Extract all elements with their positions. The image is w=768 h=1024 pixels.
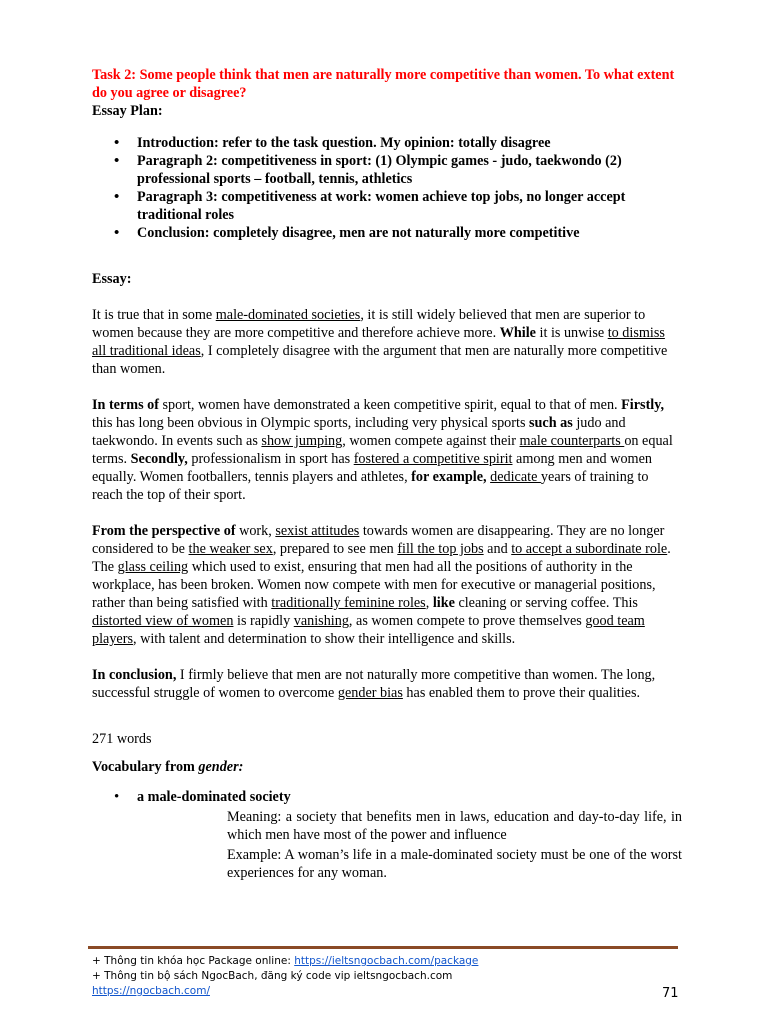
text: among men and women equally. Women footballers, tennis players and athletes,	[92, 451, 652, 485]
plan-item: • Paragraph 3: competitiveness at work: women achieve top jobs, no longer accept traditional roles	[92, 188, 682, 224]
vocab-phrase: vanishing	[293, 613, 349, 629]
vocab-topic: gender:	[198, 759, 244, 775]
text: , it is still widely believed that men are superior to women because they are more competitive and therefore achieve more.	[92, 307, 646, 341]
text: , as women compete to prove themselves	[348, 613, 586, 629]
essay-paragraph-sport	[92, 396, 682, 504]
text: towards women are disappearing. They are no longer considered to be	[92, 523, 665, 557]
linker: such as	[529, 415, 573, 431]
text: , women compete against their	[342, 433, 520, 449]
vocab-phrase: to dismiss all traditional ideas	[92, 325, 665, 359]
essay-paragraph-conclusion	[92, 666, 682, 702]
linker: In conclusion,	[92, 667, 177, 683]
text: It is true that in some	[92, 307, 216, 323]
vocab-phrase: glass ceiling	[117, 559, 189, 575]
vocab-phrase: distorted view of women	[92, 613, 234, 629]
vocab-meaning: Meaning: a society that benefits men in laws, education and day-to-day life, in which men have most of the power and influence	[227, 809, 682, 843]
text: cleaning or serving coffee. This	[454, 595, 638, 611]
text: ,	[425, 595, 433, 611]
plan-item: • Conclusion: completely disagree, men are not naturally more competitive	[92, 224, 682, 242]
vocab-phrase: good team players	[92, 613, 645, 647]
vocab-list	[92, 788, 682, 882]
vocab-phrase: male counterparts	[519, 433, 625, 449]
vocab-phrase: dedicate	[490, 469, 541, 485]
package-link[interactable]: https://ieltsngocbach.com/package	[294, 955, 479, 967]
footer-line-books: + Thông tin bộ sách NgocBach, đăng ký code vip ieltsngocbach.com	[92, 970, 453, 982]
footer-line-site	[92, 984, 682, 999]
page-footer	[92, 954, 682, 999]
vocab-phrase: the weaker sex	[188, 541, 273, 557]
text: this has long been obvious in Olympic sports, including very physical sports	[92, 415, 530, 431]
plan-heading: Essay Plan:	[92, 103, 163, 119]
essay-paragraph-work	[92, 522, 682, 648]
linker: Secondly,	[130, 451, 188, 467]
text: judo and taekwondo. In events such as	[92, 415, 626, 449]
linker: for example,	[411, 469, 487, 485]
vocab-phrase: male-dominated societies	[215, 307, 361, 323]
text: is rapidly	[233, 613, 294, 629]
text: work,	[235, 523, 276, 539]
text: professionalism in sport has	[187, 451, 354, 467]
vocab-term: • a male-dominated society	[137, 789, 291, 805]
vocab-heading	[92, 758, 682, 776]
vocab-phrase: gender bias	[337, 685, 403, 701]
footer-rule	[88, 946, 678, 949]
text: has enabled them to prove their qualities.	[402, 685, 641, 701]
vocab-phrase: sexist attitudes	[275, 523, 360, 539]
page-number: 71	[662, 986, 679, 1001]
text: which used to exist, ensuring that men had all the positions of authority in the workplace, has been broken. Women now compete with men for executive or managerial positions, rather than being satisfied with	[92, 559, 656, 611]
vocab-phrase: to accept a subordinate role	[511, 541, 668, 557]
document-body	[92, 66, 682, 882]
text: , prepared to see men	[272, 541, 398, 557]
vocab-phrase: traditionally feminine roles	[271, 595, 426, 611]
vocab-heading-label: Vocabulary from	[92, 759, 199, 775]
text: on equal terms.	[92, 433, 673, 467]
plan-item: • Introduction: refer to the task question. My opinion: totally disagree	[92, 134, 682, 152]
vocab-item	[92, 788, 682, 882]
text: I firmly believe that men are not naturally more competitive than women. The long, successful struggle of women to overcome	[92, 667, 656, 701]
essay-paragraph-intro	[92, 306, 682, 378]
text: and	[483, 541, 512, 557]
linker: like	[432, 595, 455, 611]
essay-heading: Essay:	[92, 271, 132, 287]
footer-line-package	[92, 954, 682, 969]
vocab-phrase: fill the top jobs	[397, 541, 484, 557]
footer-text: + Thông tin khóa học Package online:	[92, 955, 295, 967]
website-link[interactable]: https://ngocbach.com/	[92, 985, 210, 997]
text: it is unwise	[535, 325, 608, 341]
linker: In terms of	[92, 397, 159, 413]
word-count: 271 words	[92, 731, 152, 747]
essay-plan-list	[92, 134, 682, 242]
text: years of training to reach the top of their sport.	[92, 469, 649, 503]
text: sport, women have demonstrated a keen competitive spirit, equal to that of men.	[158, 397, 622, 413]
linker: From the perspective of	[92, 523, 236, 539]
task-prompt: Task 2: Some people think that men are naturally more competitive than women. To what extent do you agree or disagree?	[92, 67, 675, 101]
text: , with talent and determination to show their intelligence and skills.	[132, 631, 516, 647]
linker: While	[499, 325, 536, 341]
plan-item: • Paragraph 2: competitiveness in sport: (1) Olympic games - judo, taekwondo (2) professional sports – football, tennis, athletics	[92, 152, 682, 188]
text: . The	[92, 541, 671, 575]
vocab-phrase: fostered a competitive spirit	[353, 451, 513, 467]
linker: Firstly,	[621, 397, 665, 413]
text: , I completely disagree with the argument that men are naturally more competitive than women.	[92, 343, 668, 377]
vocab-example: Example: A woman’s life in a male-dominated society must be one of the worst experiences for any woman.	[227, 847, 682, 881]
vocab-phrase: show jumping	[261, 433, 343, 449]
